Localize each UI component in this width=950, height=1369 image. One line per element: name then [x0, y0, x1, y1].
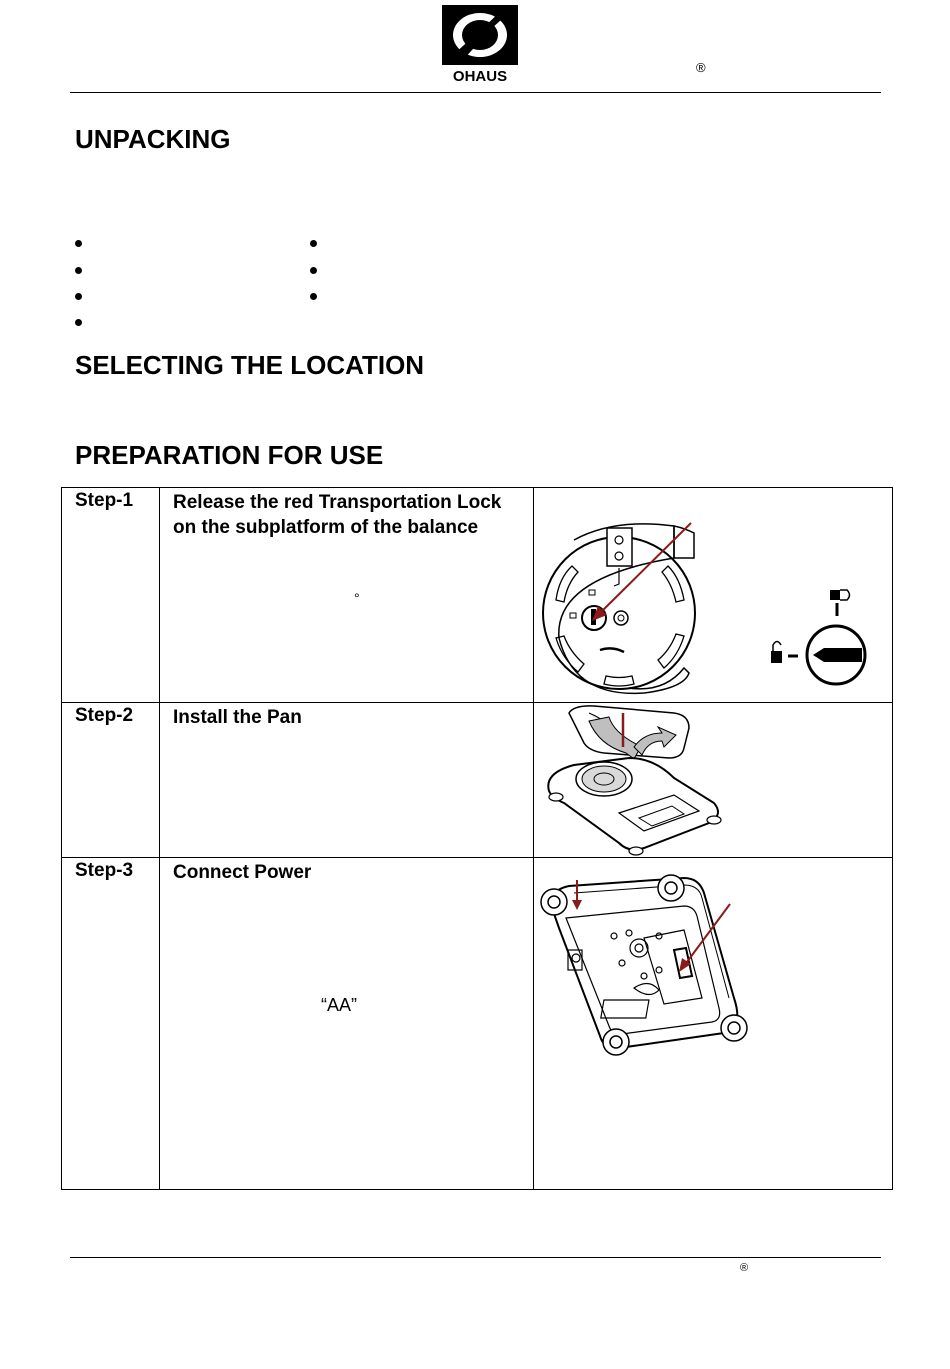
ohaus-logo	[440, 5, 520, 83]
list-bullet	[75, 319, 82, 326]
install-pan-illustration	[534, 703, 893, 858]
step-title: Install the Pan	[173, 707, 302, 728]
step-title: Release the red Transportation Lock on the subplatform of the balance	[173, 492, 502, 538]
step-number: Step-3	[75, 860, 134, 881]
degree-symbol: °	[354, 590, 360, 606]
registered-mark: ®	[696, 60, 706, 75]
footer-registered-mark: ®	[740, 1262, 749, 1274]
footer-rule	[70, 1257, 881, 1258]
battery-type-note: “AA”	[321, 995, 357, 1015]
step-number: Step-1	[75, 490, 134, 511]
header-rule	[70, 92, 881, 93]
list-bullet	[75, 240, 82, 247]
list-bullet	[75, 293, 82, 300]
section-heading-preparation: PREPARATION FOR USE	[75, 440, 384, 470]
list-bullet	[310, 267, 317, 274]
list-bullet	[75, 267, 82, 274]
step-title: Connect Power	[173, 862, 312, 883]
step-row	[62, 703, 893, 858]
step-number: Step-2	[75, 705, 134, 726]
list-bullet	[310, 293, 317, 300]
list-bullet	[310, 240, 317, 247]
connect-power-illustration	[534, 858, 893, 1058]
brand-text: OHAUS	[452, 68, 508, 83]
section-heading-location: SELECTING THE LOCATION	[75, 350, 425, 380]
step-row	[62, 488, 893, 703]
step-row	[62, 858, 893, 1190]
preparation-steps-table	[61, 487, 893, 1190]
transport-lock-illustration	[534, 488, 893, 703]
section-heading-unpacking: UNPACKING	[75, 124, 231, 154]
